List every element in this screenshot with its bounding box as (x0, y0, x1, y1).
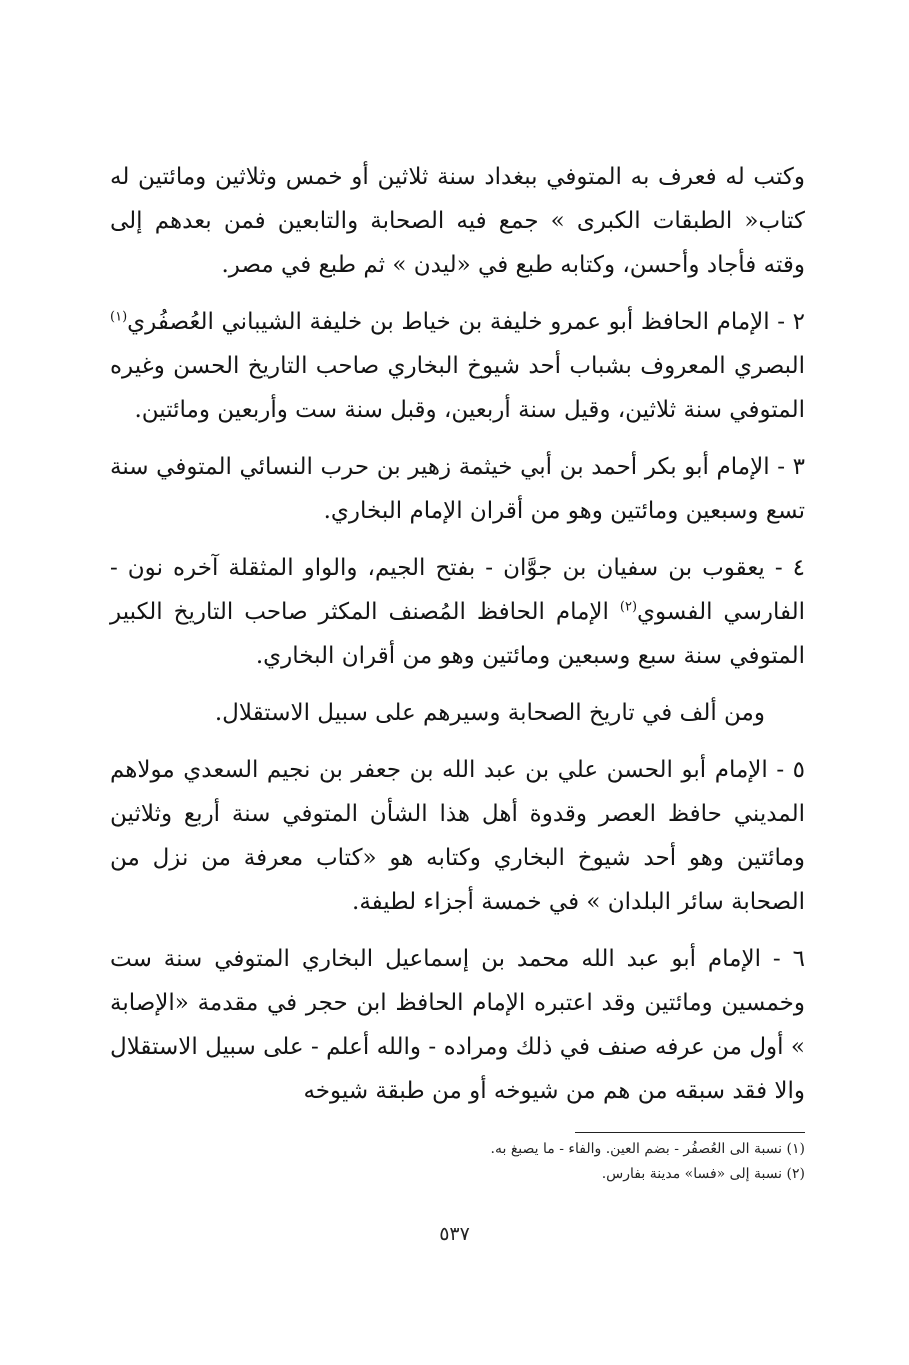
footnote-2: (٢) نسبة إلى «فسا» مدينة بفارس. (601, 1166, 805, 1182)
paragraph-entry-2 (110, 300, 805, 432)
paragraph-entry-3 (110, 445, 805, 533)
footnote-ref-2[interactable]: (٢) (619, 599, 638, 615)
paragraph-entry-4 (110, 546, 805, 678)
section-heading-line (110, 691, 805, 735)
paragraph-text: ٦ - الإمام أبو عبد الله محمد بن إسماعيل البخاري المتوفي سنة ست وخمسين ومائتين وقد اعتبره الإمام الحافظ ابن حجر في مقدمة «الإصابة » أول من عرفه صنف في ذلك ومراده - والله أعلم - على سبيل الاستقلال والا فقد سبقه من هم من شيوخه أو من طبقة شيوخه (110, 946, 805, 1104)
paragraph-text-continued: البصري المعروف بشباب أحد شيوخ البخاري صاحب التاريخ الحسن وغيره المتوفي سنة ثلاثين، وقيل سنة أربعين، وقبل سنة ست وأربعين ومائتين. (110, 353, 805, 423)
footnote-ref-1[interactable]: (١) (110, 309, 128, 325)
footnote-1: (١) نسبة الى العُصفُر - بضم العين. والفاء - ما يصبغ به. (490, 1141, 805, 1157)
paragraph-text-continued: الإمام الحافظ المُصنف المكثر صاحب التاريخ الكبير المتوفي سنة سبع وسبعين ومائتين وهو من أقران البخاري. (110, 599, 805, 669)
footnotes (345, 1137, 805, 1187)
paragraph-text: وكتب له فعرف به المتوفي ببغداد سنة ثلاثين أو خمس وثلاثين ومائتين له كتاب« الطبقات الكبرى » جمع فيه الصحابة والتابعين فمن بعدهم إلى وقته فأجاد وأحسن، وكتابه طبع في «ليدن » ثم طبع في مصر. (110, 164, 805, 278)
paragraph-text: ومن ألف في تاريخ الصحابة وسيرهم على سبيل الاستقلال. (214, 700, 765, 726)
paragraph-text: ٥ - الإمام أبو الحسن علي بن عبد الله بن جعفر بن نجيم السعدي مولاهم المديني حافظ العصر وقدوة أهل هذا الشأن المتوفي سنة أربع وثلاثين ومائتين وهو أحد شيوخ البخاري وكتابه هو «كتاب معرفة من نزل من الصحابة سائر البلدان » في خمسة أجزاء لطيفة. (110, 757, 805, 915)
paragraph-intro (110, 155, 805, 287)
paragraph-text: ٢ - الإمام الحافظ أبو عمرو خليفة بن خياط بن خليفة الشيباني العُصفُري (127, 309, 805, 335)
paragraph-text: ٣ - الإمام أبو بكر أحمد بن أبي خيثمة زهير بن حرب النسائي المتوفي سنة تسع وسبعين ومائتين وهو من أقران الإمام البخاري. (110, 454, 805, 524)
page-body (110, 155, 805, 1126)
paragraph-text: ٤ - يعقوب بن سفيان بن جوَّان - بفتح الجيم، والواو المثقلة آخره نون - الفارسي الفسوي (110, 555, 805, 625)
page-number: ٥٣٧ (439, 1223, 470, 1245)
paragraph-entry-6 (110, 937, 805, 1113)
footnote-divider (575, 1132, 805, 1133)
paragraph-entry-5 (110, 748, 805, 924)
